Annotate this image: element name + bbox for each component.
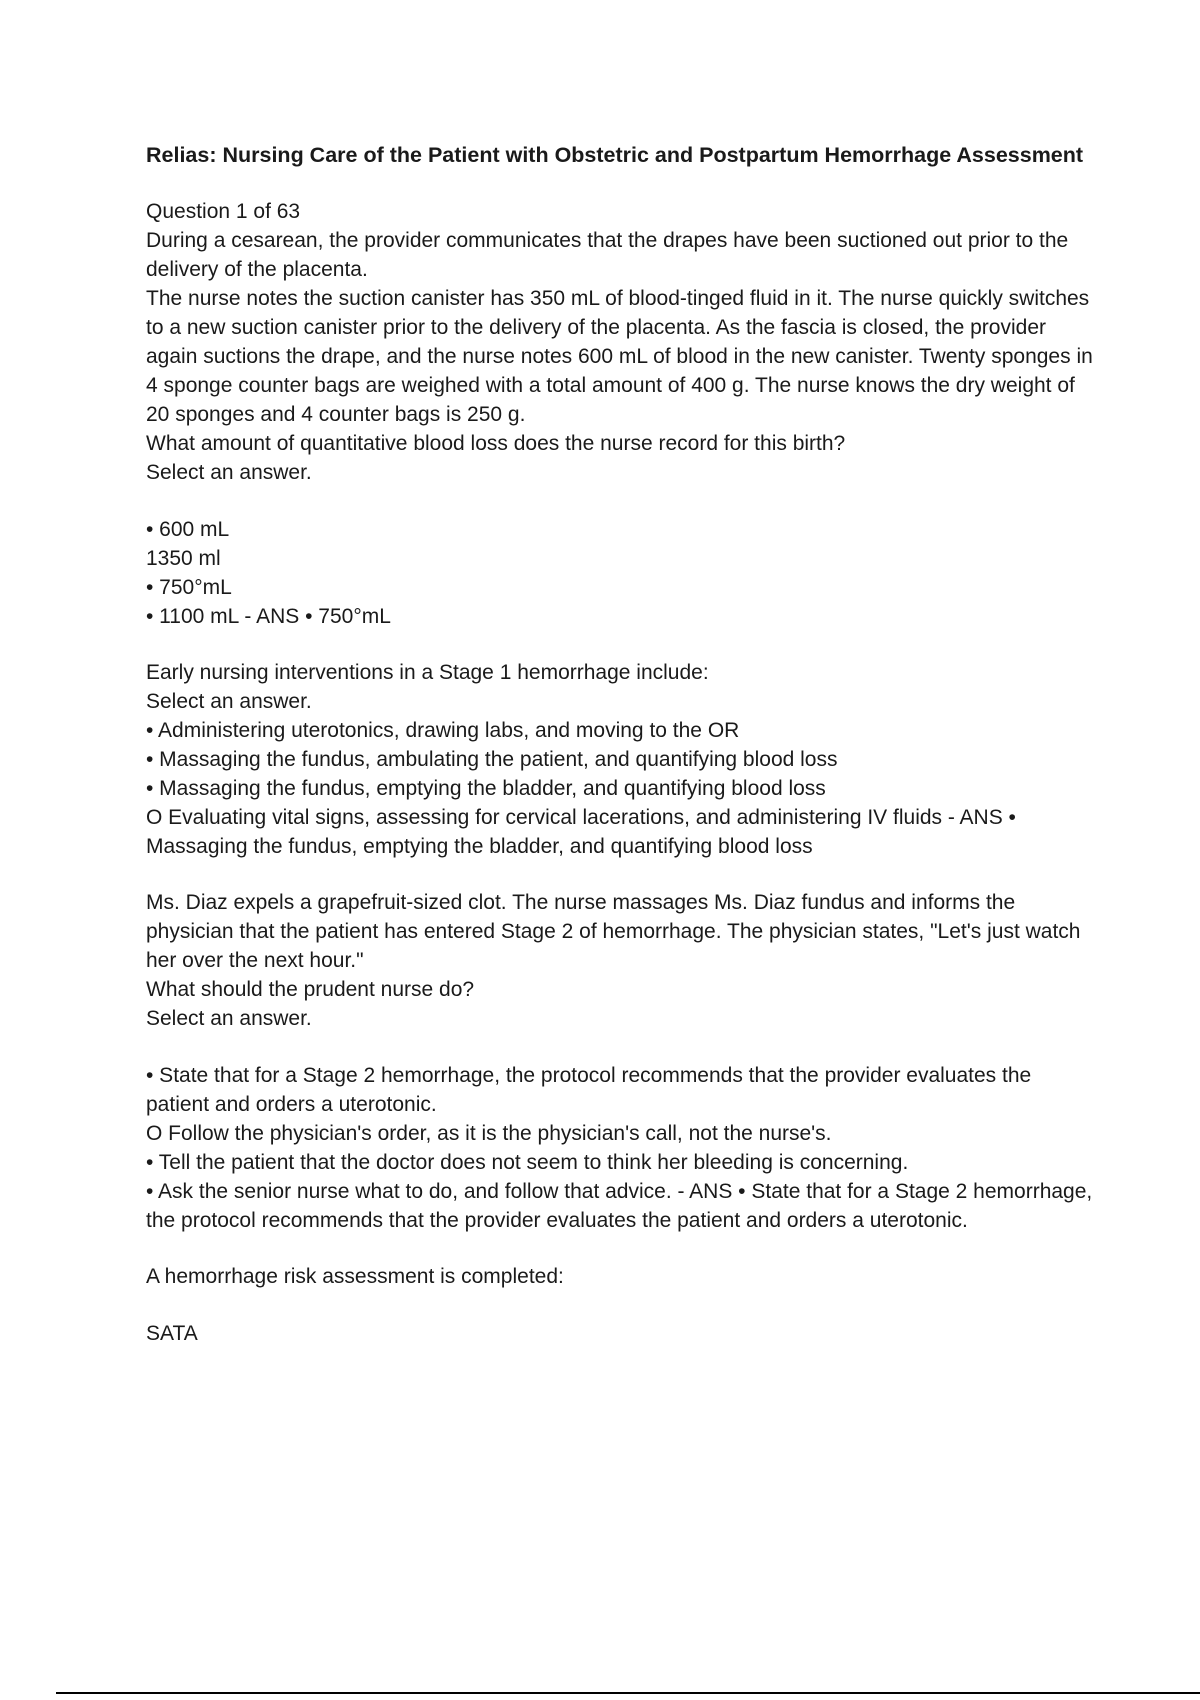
answer-option: • Massaging the fundus, ambulating the patient, and quantifying blood loss bbox=[146, 748, 838, 771]
question-4 bbox=[146, 1262, 1096, 1348]
answer-prompt: Select an answer. bbox=[146, 461, 312, 484]
question-3 bbox=[146, 888, 1096, 1235]
question-2 bbox=[146, 658, 1096, 861]
answer-option: • State that for a Stage 2 hemorrhage, the protocol recommends that the provider evaluates the patient and orders a uterotonic. bbox=[146, 1064, 1032, 1116]
answer-option: • 600 mL bbox=[146, 518, 230, 541]
answer-option: • Massaging the fundus, emptying the bladder, and quantifying blood loss bbox=[146, 777, 826, 800]
question-text: A hemorrhage risk assessment is completed: bbox=[146, 1265, 564, 1288]
question-stem: The nurse notes the suction canister has 350 mL of blood-tinged fluid in it. The nurse quickly switches to a new suction canister prior to the delivery of the placenta. As the fascia is closed, the provider again suctions the drape, and the nurse notes 600 mL of blood in the new canister. Twenty sponges in 4 sponge counter bags are weighed with a total amount of 400 g. The nurse knows the dry weight of 20 sponges and 4 counter bags is 250 g. bbox=[146, 287, 1093, 426]
question-stem: Ms. Diaz expels a grapefruit-sized clot. The nurse massages Ms. Diaz fundus and informs the physician that the patient has entered Stage 2 of hemorrhage. The physician states, "Let's just watch her over the next hour." bbox=[146, 891, 1081, 972]
answer-option: O Follow the physician's order, as it is the physician's call, not the nurse's. bbox=[146, 1122, 832, 1145]
document-title: Relias: Nursing Care of the Patient with Obstetric and Postpartum Hemorrhage Assessment bbox=[146, 143, 1084, 167]
question-1 bbox=[146, 197, 1096, 631]
question-text: What amount of quantitative blood loss does the nurse record for this birth? bbox=[146, 432, 846, 455]
answer-option: • 1100 mL - ANS • 750°mL bbox=[146, 605, 391, 628]
footer-rule bbox=[56, 1692, 1200, 1694]
answer-prompt: Select an answer. bbox=[146, 1007, 312, 1030]
answer-option: 1350 ml bbox=[146, 547, 221, 570]
answer-option: • Administering uterotonics, drawing labs, and moving to the OR bbox=[146, 719, 740, 742]
answer-option: • Tell the patient that the doctor does not seem to think her bleeding is concerning. bbox=[146, 1151, 909, 1174]
question-stem: During a cesarean, the provider communicates that the drapes have been suctioned out prior to the delivery of the placenta. bbox=[146, 229, 1069, 281]
question-counter: Question 1 of 63 bbox=[146, 200, 301, 223]
answer-option: • 750°mL bbox=[146, 576, 232, 599]
question-text: What should the prudent nurse do? bbox=[146, 978, 475, 1001]
question-text: Early nursing interventions in a Stage 1 hemorrhage include: bbox=[146, 661, 709, 684]
question-type-label: SATA bbox=[146, 1322, 198, 1345]
answer-option: O Evaluating vital signs, assessing for cervical lacerations, and administering IV fluids - ANS • Massaging the fundus, emptying the bladder, and quantifying blood loss bbox=[146, 806, 1016, 858]
answer-option: • Ask the senior nurse what to do, and follow that advice. - ANS • State that for a Stage 2 hemorrhage, the protocol recommends that the provider evaluates the patient and orders a uterotonic. bbox=[146, 1180, 1093, 1232]
document-content bbox=[146, 141, 1096, 1348]
answer-prompt: Select an answer. bbox=[146, 690, 312, 713]
